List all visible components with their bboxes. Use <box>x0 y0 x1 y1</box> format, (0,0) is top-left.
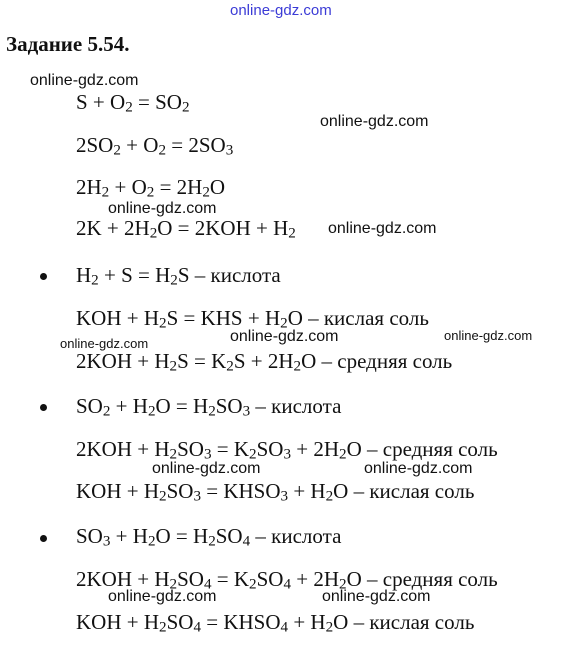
task-title: Задание 5.54. <box>6 32 130 56</box>
equation-h2so3-formation: $SO_2 + H_2O = H_2SO_3$ – кислота <box>76 394 342 420</box>
watermark: online-gdz.com <box>230 328 339 345</box>
equation-khso4-salt: KOH + $H_2SO_4$ = $KHSO_4 + H_2O$ – кислая соль <box>76 610 475 636</box>
watermark: online-gdz.com <box>320 113 429 130</box>
equation-potassium-water: $2K + 2H_2O = 2KOH + H_2$ <box>76 216 296 242</box>
equation-k2s-salt: $2KOH + H_2S = K_2S + 2H_2O$ – средняя соль <box>76 349 453 375</box>
equation-h2so4-formation: $SO_3 + H_2O = H_2SO_4$ – кислота <box>76 524 342 550</box>
site-watermark-top: online-gdz.com <box>230 2 332 19</box>
equation-k2so3-salt: $2KOH + H_2SO_3 = K_2SO_3 + 2H_2O$ – средняя соль <box>76 437 498 463</box>
bullet <box>40 535 47 542</box>
equation-khs-salt: KOH + $H_2S$ = KHS + $H_2O$ – кислая соль <box>76 306 429 332</box>
equation-sulfur-oxidation: $S + O_2 = SO_2$ <box>76 90 190 116</box>
watermark: online-gdz.com <box>444 328 533 343</box>
watermark: online-gdz.com <box>30 72 139 89</box>
watermark: online-gdz.com <box>60 336 149 351</box>
bullet <box>40 273 47 280</box>
equation-water-formation: $2H_2 + O_2 = 2H_2O$ <box>76 175 226 201</box>
equation-so2-oxidation: $2SO_2 + O_2 = 2SO_3$ <box>76 133 234 159</box>
watermark: online-gdz.com <box>328 220 437 237</box>
bullet <box>40 404 47 411</box>
watermark: online-gdz.com <box>322 588 431 605</box>
watermark: online-gdz.com <box>364 460 473 477</box>
watermark: online-gdz.com <box>108 200 217 217</box>
equation-khso3-salt: KOH + $H_2SO_3$ = $KHSO_3 + H_2O$ – кислая соль <box>76 479 475 505</box>
watermark: online-gdz.com <box>108 588 217 605</box>
equation-h2s-formation: $H_2 + S = H_2S$ – кислота <box>76 263 281 289</box>
equation-k2so4-salt: $2KOH + H_2SO_4 = K_2SO_4 + 2H_2O$ – средняя соль <box>76 567 498 593</box>
watermark: online-gdz.com <box>152 460 261 477</box>
